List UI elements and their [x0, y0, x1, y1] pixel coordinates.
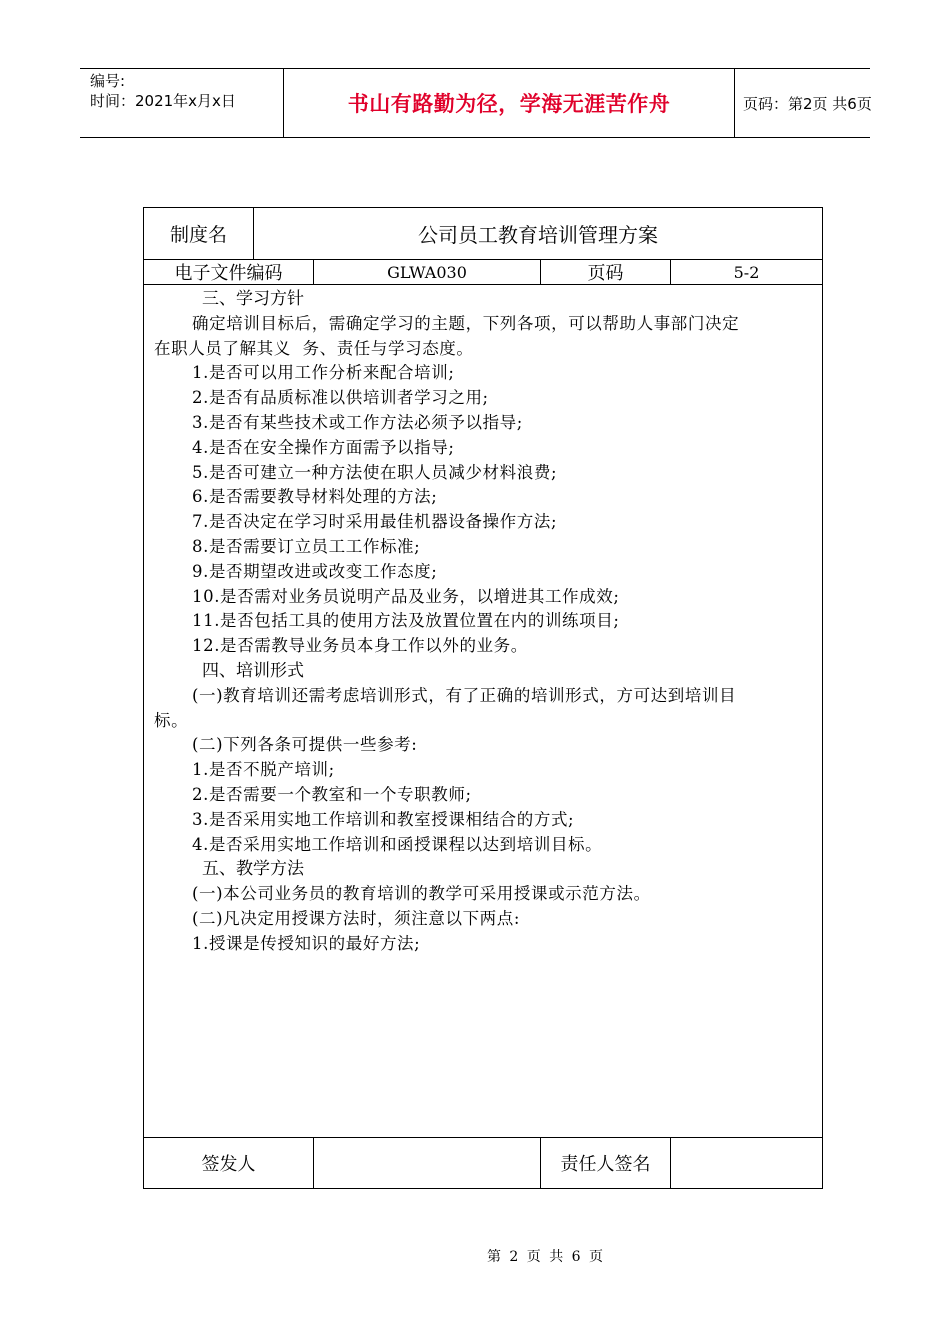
content-line: 标。: [154, 710, 189, 730]
content-line: 11.是否包括工具的使用方法及放置位置在内的训练项目;: [192, 611, 620, 631]
date-label: 时间：2021年x月x日: [90, 92, 236, 110]
header-meta: [90, 71, 285, 111]
content-line: 8.是否需要订立员工工作标准;: [192, 536, 421, 556]
content-line: 确定培训目标后，需确定学习的主题，下列各项，可以帮助人事部门决定: [192, 313, 740, 333]
content-line: 1.是否可以用工作分析来配合培训;: [192, 363, 455, 383]
document-header: [80, 68, 870, 138]
content-line: 10.是否需对业务员说明产品及业务，以增进其工作成效;: [192, 586, 620, 606]
section-heading: 五、教学方法: [202, 859, 304, 880]
content-line: 6.是否需要教导材料处理的方法;: [192, 487, 438, 507]
header-motto: 书山有路勤为径，学海无涯苦作舟: [283, 69, 735, 137]
file-code-value: GLWA030: [314, 260, 541, 285]
content-line: (一)本公司业务员的教育培训的教学可采用授课或示范方法。: [192, 884, 651, 904]
content-line: 2.是否有品质标准以供培训者学习之用;: [192, 388, 489, 408]
content-line: 1.是否不脱产培训;: [192, 760, 335, 780]
header-page-info: 页码：第2页 共6页: [743, 94, 872, 113]
content-line: (一)教育培训还需考虑培训形式，有了正确的培训形式，方可达到培训目: [192, 685, 737, 705]
content-line: 4.是否在安全操作方面需予以指导;: [192, 437, 455, 457]
section-heading: 四、培训形式: [202, 660, 304, 681]
content-line: 3.是否采用实地工作培训和教室授课相结合的方式;: [192, 809, 575, 829]
content-line: 9.是否期望改进或改变工作态度;: [192, 561, 438, 581]
issuer-signature-field[interactable]: [314, 1138, 541, 1188]
page-footer: 第 2 页 共 6 页: [486, 1249, 604, 1265]
content-line: 7.是否决定在学习时采用最佳机器设备操作方法;: [192, 512, 558, 532]
issuer-label: 签发人: [144, 1138, 314, 1188]
policy-content: [144, 285, 822, 1138]
file-code-label: 电子文件编码: [144, 260, 314, 285]
responsible-label: 责任人签名: [541, 1138, 671, 1188]
section-heading: 三、学习方针: [202, 289, 304, 309]
page-value: 5-2: [671, 260, 822, 285]
content-line: 3.是否有某些技术或工作方法必须予以指导;: [192, 412, 523, 432]
system-name-label: 制度名: [144, 208, 254, 260]
content-line: 5.是否可建立一种方法使在职人员减少材料浪费;: [192, 462, 558, 482]
responsible-signature-field[interactable]: [671, 1138, 822, 1188]
content-line: (二)下列各条可提供一些参考:: [192, 735, 418, 755]
content-line: 1.授课是传授知识的最好方法;: [192, 933, 421, 953]
page-label: 页码: [541, 260, 671, 285]
content-line: (二)凡决定用授课方法时，须注意以下两点:: [192, 908, 521, 928]
content-line: 4.是否采用实地工作培训和函授课程以达到培训目标。: [192, 834, 603, 854]
content-line: 12.是否需教导业务员本身工作以外的业务。: [192, 636, 528, 656]
content-line: 在职人员了解其义 务、责任与学习态度。: [154, 338, 474, 358]
content-line: 2.是否需要一个教室和一个专职教师;: [192, 784, 472, 804]
document-title: 公司员工教育培训管理方案: [254, 208, 822, 260]
policy-form: [143, 207, 823, 1189]
number-label: 编号:: [90, 72, 126, 90]
